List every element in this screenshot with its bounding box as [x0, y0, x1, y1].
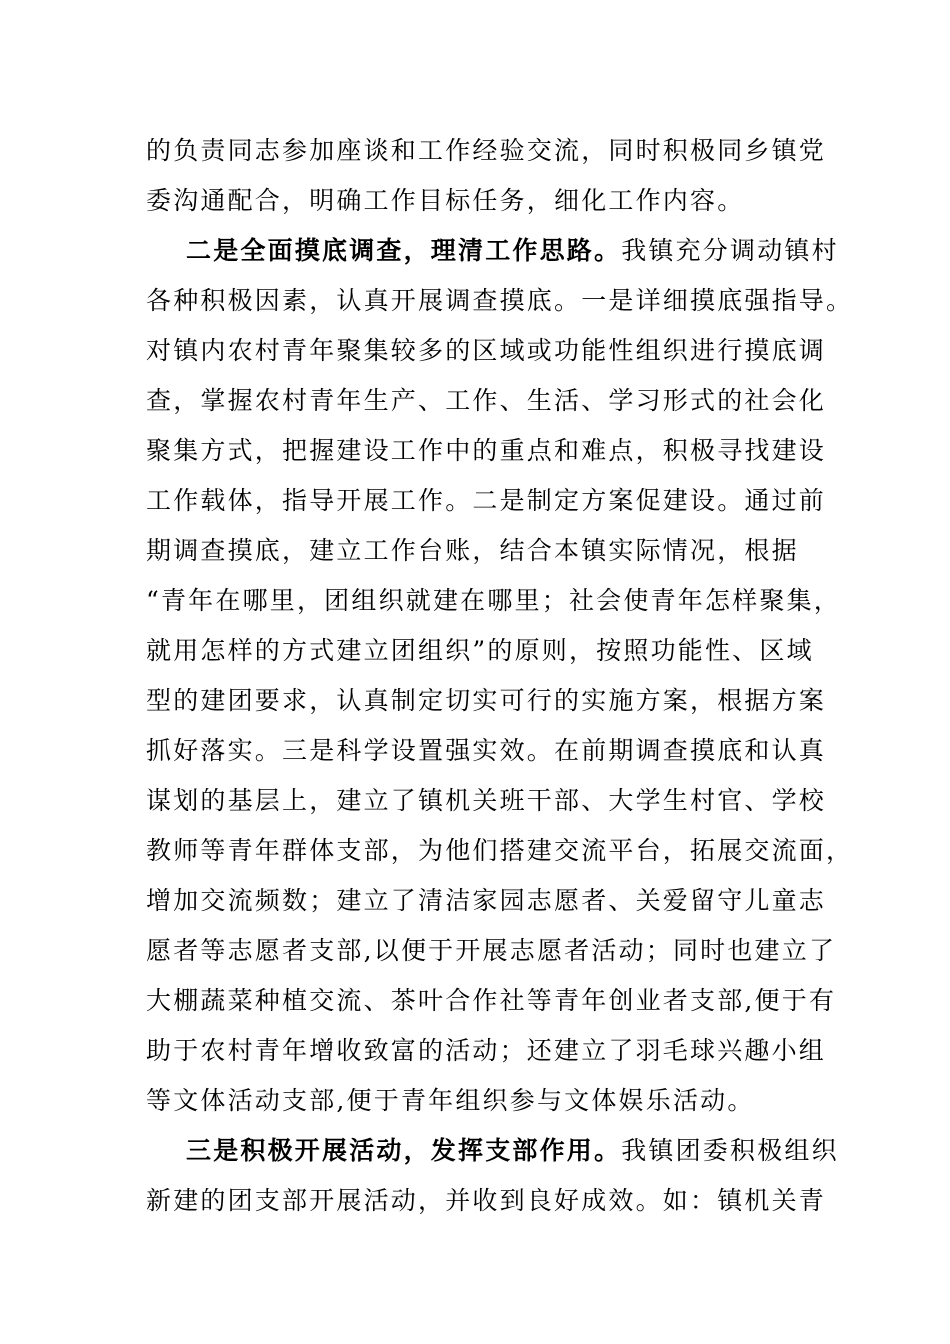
line-text: 聚集方式，把握建设工作中的重点和难点，积极寻找建设 [146, 436, 827, 465]
line-text: 型的建团要求，认真制定切实可行的实施方案，根据方案 [146, 686, 827, 715]
text-line-13 [146, 726, 827, 776]
section-heading-3: 三是积极开展活动，发挥支部作用。 [186, 1136, 622, 1165]
text-line-11 [146, 626, 814, 676]
text-line-18 [146, 976, 837, 1026]
line-text: 谋划的基层上，建立了镇机关班干部、大学生村官、学校 [146, 786, 827, 815]
line-text: 各种积极因素，认真开展调查摸底。一是详细摸底强指导。 [146, 286, 854, 315]
text-line-22 [146, 1176, 827, 1226]
text-line-2 [146, 176, 806, 226]
line-text: 等文体活动支部,便于青年组织参与文体娱乐活动。 [146, 1086, 755, 1115]
line-text: 大棚蔬菜种植交流、茶叶合作社等青年创业者支部,便于有 [146, 986, 837, 1015]
text-line-7 [146, 426, 827, 476]
paragraph-2-first-line [146, 226, 839, 276]
paragraph-3-first-line [146, 1126, 839, 1176]
text-line-4 [146, 276, 854, 326]
text-line-8 [146, 476, 827, 526]
line-text: 就用怎样的方式建立团组织”的原则，按照功能性、区域 [146, 636, 814, 665]
line-text: 抓好落实。三是科学设置强实效。在前期调查摸底和认真 [146, 736, 827, 765]
document-body [146, 126, 854, 1226]
section-heading-2: 二是全面摸底调查，理清工作思路。 [186, 236, 622, 265]
text-line-19 [146, 1026, 827, 1076]
line-text: 委沟通配合，明确工作目标任务，细化工作内容。 [146, 186, 745, 215]
line-text: 对镇内农村青年聚集较多的区域或功能性组织进行摸底调 [146, 336, 827, 365]
text-line-14 [146, 776, 827, 826]
line-text: 我镇团委积极组织 [621, 1136, 839, 1165]
text-line-9 [146, 526, 806, 576]
text-line-15 [146, 826, 854, 876]
line-text: 期调查摸底，建立工作台账，结合本镇实际情况，根据 [146, 536, 799, 565]
text-line-16 [146, 876, 827, 926]
line-text: 助于农村青年增收致富的活动；还建立了羽毛球兴趣小组 [146, 1036, 827, 1065]
line-text: “青年在哪里，团组织就建在哪里；社会使青年怎样聚集， [146, 586, 841, 615]
text-line-1 [146, 126, 827, 176]
text-line-17 [146, 926, 837, 976]
line-text: 增加交流频数；建立了清洁家园志愿者、关爱留守儿童志 [146, 886, 827, 915]
line-text: 的负责同志参加座谈和工作经验交流，同时积极同乡镇党 [146, 136, 827, 165]
line-text: 愿者等志愿者支部,以便于开展志愿者活动；同时也建立了 [146, 936, 837, 965]
text-line-6 [146, 376, 827, 426]
line-text: 新建的团支部开展活动，并收到良好成效。如：镇机关青 [146, 1186, 827, 1215]
line-text: 查，掌握农村青年生产、工作、生活、学习形式的社会化 [146, 386, 827, 415]
text-line-12 [146, 676, 827, 726]
line-text: 我镇充分调动镇村 [621, 236, 839, 265]
text-line-5 [146, 326, 827, 376]
line-text: 工作载体，指导开展工作。二是制定方案促建设。通过前 [146, 486, 827, 515]
line-text: 教师等青年群体支部，为他们搭建交流平台，拓展交流面， [146, 836, 854, 865]
text-line-10 [146, 576, 841, 626]
text-line-20 [146, 1076, 806, 1126]
